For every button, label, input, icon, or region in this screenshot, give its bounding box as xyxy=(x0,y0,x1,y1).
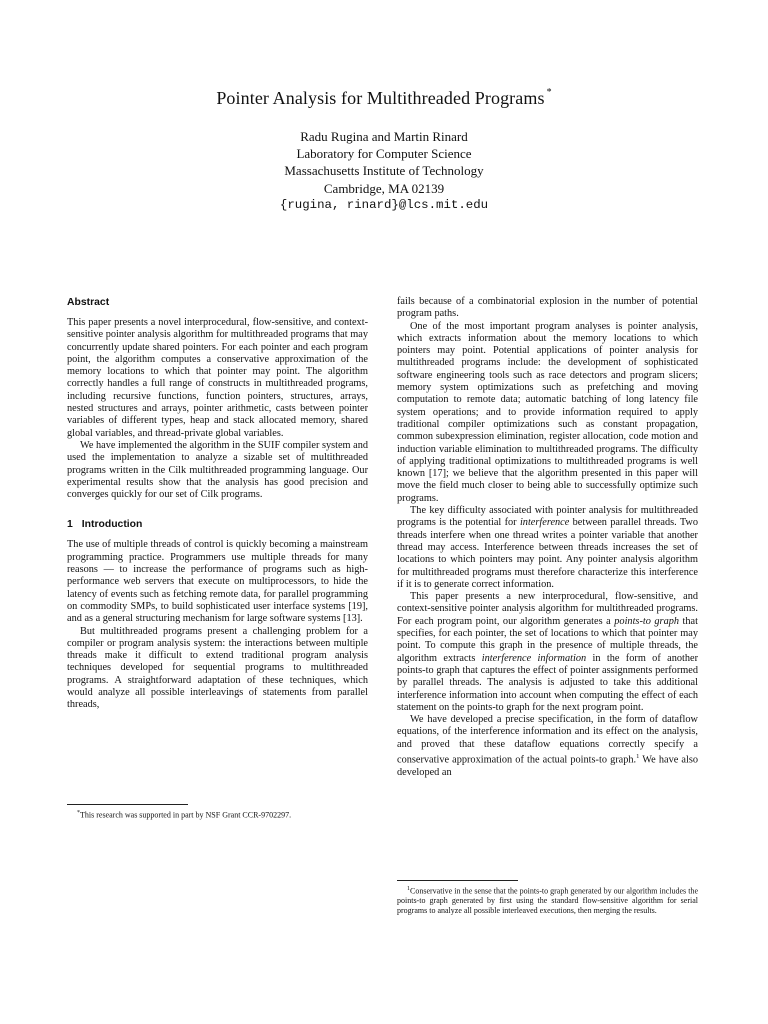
intro-paragraph-1: The use of multiple threads of control is quickly becoming a mainstream programming practice. Programmers use multiple threads for many reasons — to increase the performance of programs such as high-performance web servers that execute on multiprocessors, to hide the latency of events such as fetching remote data, for parallel programming on commodity SMPs, to build sophisticated user interface systems [19], and as a general structuring mechanism for large software systems [13]. xyxy=(67,539,368,625)
emphasis: points-to graph xyxy=(614,615,680,627)
footnote-body: Conservative in the sense that the points-to graph generated by our algorithm includes the points-to graph generated by first using the standard flow-sensitive algorithm for serial programs to analyze all possible interleaved executions, then merging the results. xyxy=(397,886,698,916)
author-names: Radu Rugina and Martin Rinard xyxy=(300,129,468,144)
author-city: Cambridge, MA 02139 xyxy=(323,180,445,196)
title-footnote-mark: * xyxy=(546,87,552,98)
emphasis: interference xyxy=(519,517,570,529)
text-run: We have also developed an xyxy=(397,754,698,778)
footnote-mark: 1 xyxy=(407,886,410,892)
author-email: {rugina, rinard}@lcs.mit.edu xyxy=(279,197,489,212)
right-paragraph-2 xyxy=(397,505,698,591)
right-paragraph-3 xyxy=(397,591,698,714)
text-run: between parallel threads. Two threads interfere when one thread writes a pointer variable that another thread may access. Interference between threads increases the set of locations to which pointers may point. Any pointer analysis algorithm for multithreaded programs must therefore characterize this interference if it is to generate correct information. xyxy=(397,517,699,590)
right-paragraph-4 xyxy=(397,714,698,779)
text-run: This paper presents a new interprocedural, flow-sensitive, and context-sensitive pointer analysis algorithm for multithreaded programs. For each program point, our algorithm generates a xyxy=(397,591,698,627)
author-institute: Massachusetts Institute of Technology xyxy=(284,163,484,179)
author-block xyxy=(0,128,768,214)
footnote-ref: 1 xyxy=(636,752,640,760)
section-title: Introduction xyxy=(81,519,143,531)
left-footnote xyxy=(67,804,368,820)
footnote-rule xyxy=(67,804,188,805)
footnote-mark: * xyxy=(77,810,80,816)
abstract-paragraph-2: We have implemented the algorithm in the SUIF compiler system and used the implementation to analyze a sizable set of multithreaded programs written in the Cilk multithreaded programming language. Our experimental results show that the analysis has good precision and converges quickly for our set of Cilk programs. xyxy=(67,439,368,501)
footnote-body: This research was supported in part by NSF Grant CCR-9702297. xyxy=(80,810,292,820)
right-paragraph-0: fails because of a combinatorial explosion in the number of potential program paths. xyxy=(397,296,698,320)
intro-paragraph-2: But multithreaded programs present a challenging problem for a compiler or program analysis system: the interactions between multiple threads make it difficult to extend traditional program analysis techniques developed for sequential programs to multithreaded programs. A straightforward adaptation of these techniques, which would analyze all possible interleavings of statements from parallel threads, xyxy=(67,625,368,711)
abstract-heading: Abstract xyxy=(67,297,110,308)
text-run: The key difficulty associated with pointer analysis for multithreaded programs is the potential for xyxy=(397,505,698,529)
footnote-text xyxy=(67,809,368,820)
text-run: that specifies, for each pointer, the set of locations to which that pointer may point. To compute this graph in the presence of multiple threads, the algorithm extracts xyxy=(397,615,698,664)
right-column xyxy=(397,296,698,779)
footnote-rule xyxy=(397,880,518,881)
author-lab: Laboratory for Computer Science xyxy=(296,146,472,162)
right-paragraph-1: One of the most important program analyses is pointer analysis, which extracts information about the memory locations to which pointers may point. Potential applications of pointer analysis for multithreaded programs include: the development of sophisticated software engineering tools such as race detectors and program slicers; memory system optimizations such as prefetching and moving computation to remote data; automatic batching of long latency file system operations; and to provide information required to apply traditional compiler optimizations such as constant propagation, common subexpression elimination, register allocation, code motion and induction variable elimination to multithreaded programs. The difficulty of applying traditional optimizations to multithreaded programs is well known [17]; we believe that the algorithm presented in this paper will move the field much closer to being able to successfully optimize such programs. xyxy=(397,320,698,504)
left-column xyxy=(67,296,368,712)
section-heading-introduction xyxy=(67,518,368,531)
emphasis: interference information xyxy=(481,652,587,664)
paper-title xyxy=(0,88,768,109)
section-number: 1 xyxy=(67,519,73,531)
text-run: in the form of another points-to graph that captures the effect of pointer assignments performed by parallel threads. The analysis is adjusted to take this additional interference information into account when computing the effect of each statement on the points-to graph for the next program point. xyxy=(397,652,698,713)
abstract-paragraph-1: This paper presents a novel interprocedural, flow-sensitive, and context-sensitive pointer analysis algorithm for multithreaded programs that may concurrently update shared pointers. For each pointer and each program point, the algorithm computes a conservative approximation of the memory locations to which that pointer may point. The algorithm correctly handles a full range of constructs in multithreaded programs, including recursive functions, function pointers, structures, arrays, nested structures and arrays, pointer arithmetic, casts between pointer variables of different types, heap and stack allocated memory, shared global variables, and thread-private global variables. xyxy=(67,317,368,439)
text-run: We have developed a precise specification, in the form of dataflow equations, of the interference information and its effect on the analysis, and proved that these dataflow equations correctly specify a conservative approximation of the actual points-to graph. xyxy=(397,714,698,766)
right-footnote xyxy=(397,880,698,916)
title-text: Pointer Analysis for Multithreaded Programs xyxy=(216,88,545,108)
footnote-text xyxy=(397,885,698,916)
